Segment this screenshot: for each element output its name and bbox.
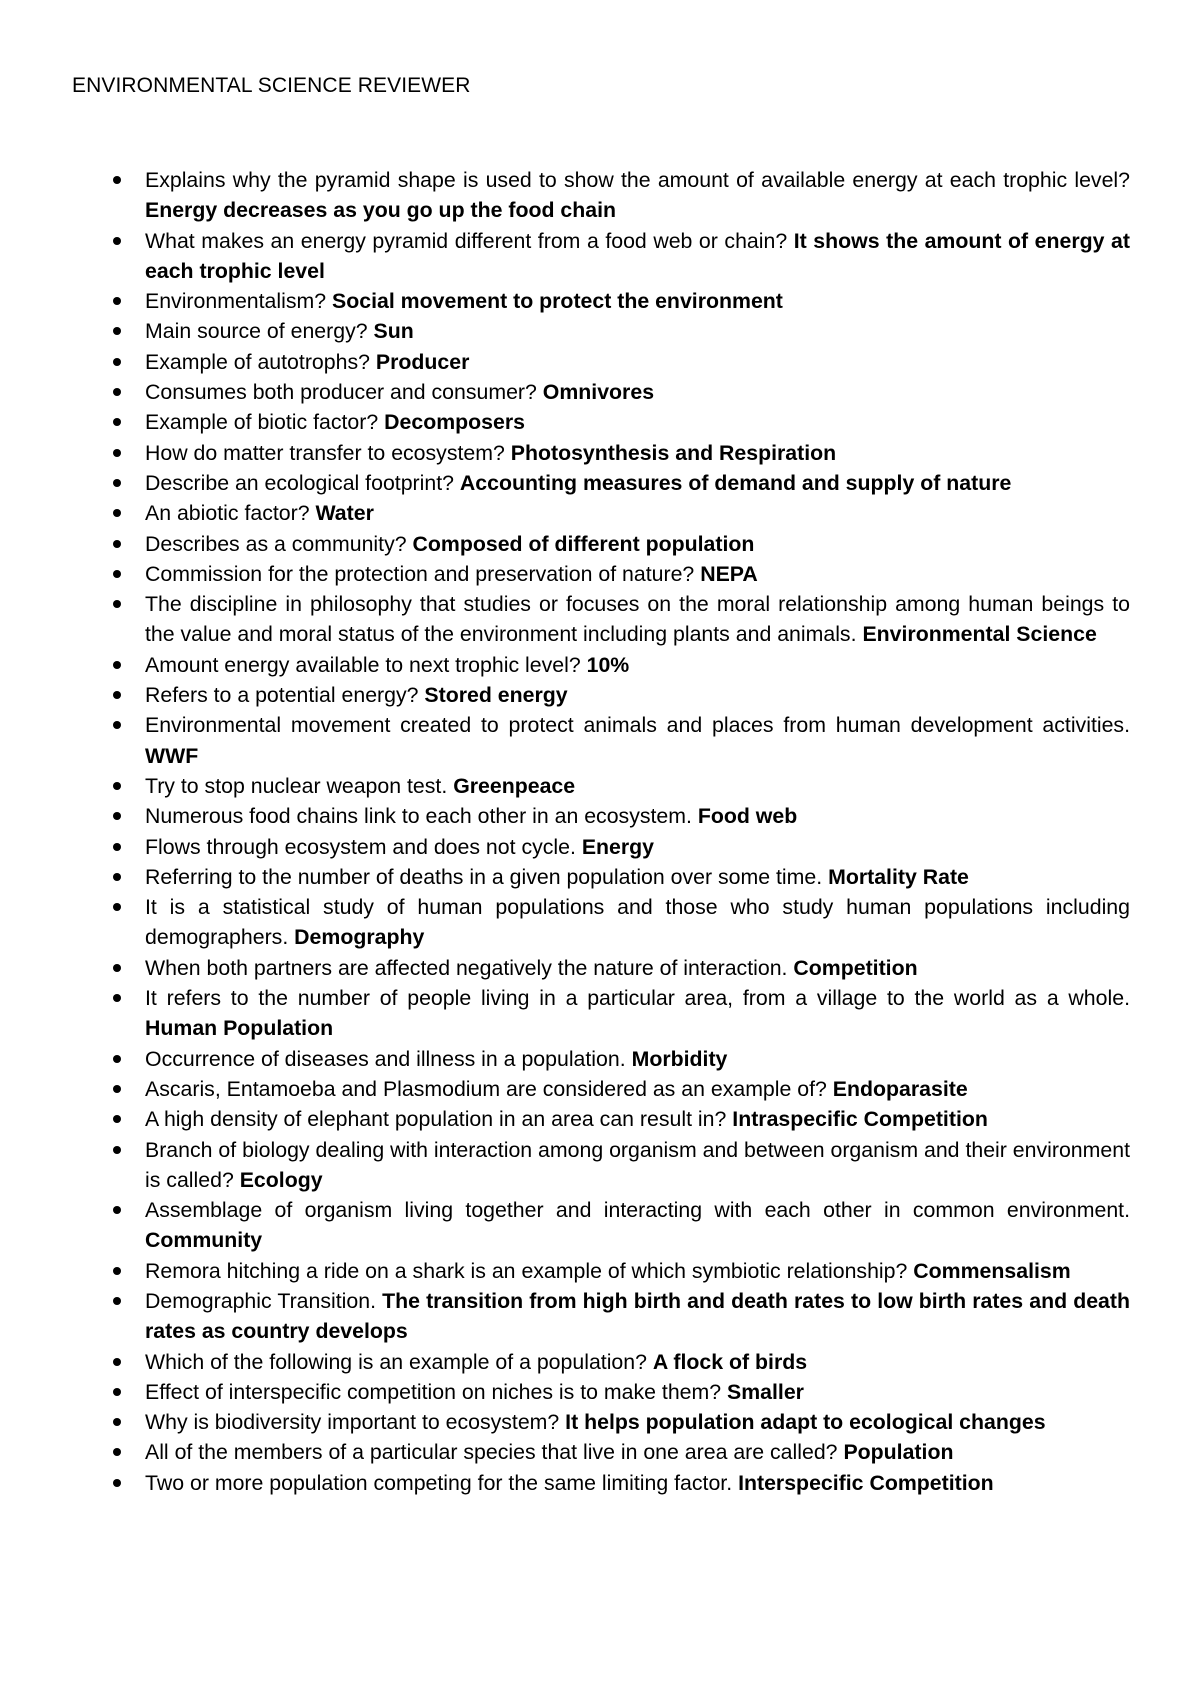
answer-text: Population — [843, 1440, 954, 1465]
question-text: Commission for the protection and preservation of nature? — [145, 561, 695, 586]
question-text: Remora hitching a ride on a shark is an example of which symbiotic relationship? — [145, 1258, 908, 1283]
list-item — [145, 407, 1130, 437]
answer-text: Sun — [373, 319, 414, 344]
list-item — [145, 953, 1130, 983]
list-item — [145, 832, 1130, 862]
list-item — [145, 862, 1130, 892]
list-item — [145, 165, 1130, 226]
list-item — [145, 1074, 1130, 1104]
answer-text: Intraspecific Competition — [732, 1107, 988, 1132]
answer-text: A flock of birds — [652, 1349, 808, 1374]
question-text: Ascaris, Entamoeba and Plasmodium are considered as an example of? — [145, 1076, 827, 1101]
answer-text: Accounting measures of demand and supply of nature — [459, 470, 1012, 495]
list-item — [145, 347, 1130, 377]
answer-text: It helps population adapt to ecological changes — [565, 1410, 1046, 1435]
question-text: Flows through ecosystem and does not cycle. — [145, 834, 576, 859]
answer-text: Environmental Science — [862, 622, 1097, 647]
question-text: Example of biotic factor? — [145, 410, 379, 435]
answer-text: Community — [145, 1228, 263, 1253]
question-text: Main source of energy? — [145, 319, 368, 344]
answer-text: 10% — [586, 652, 630, 677]
list-item — [145, 226, 1130, 287]
answer-text: Interspecific Competition — [738, 1470, 994, 1495]
question-text: Two or more population competing for the same limiting factor. — [145, 1470, 733, 1495]
answer-text: Energy decreases as you go up the food chain — [145, 198, 617, 223]
list-item — [145, 377, 1130, 407]
answer-text: Social movement to protect the environment — [332, 289, 783, 314]
answer-text: Commensalism — [913, 1258, 1071, 1283]
question-text: Which of the following is an example of a population? — [145, 1349, 647, 1374]
list-item — [145, 1437, 1130, 1467]
list-item — [145, 529, 1130, 559]
question-text: Demographic Transition. — [145, 1288, 377, 1313]
list-item — [145, 1256, 1130, 1286]
question-text: When both partners are affected negatively the nature of interaction. — [145, 955, 788, 980]
list-item — [145, 1286, 1130, 1347]
answer-text: Food web — [697, 804, 798, 829]
question-text: Describes as a community? — [145, 531, 407, 556]
question-text: What makes an energy pyramid different from a food web or chain? — [145, 228, 788, 253]
question-text: How do matter transfer to ecosystem? — [145, 440, 505, 465]
answer-text: It shows the amount of energy at each trophic level — [145, 228, 1130, 283]
answer-text: Greenpeace — [453, 773, 576, 798]
list-item — [145, 892, 1130, 953]
answer-text: Mortality Rate — [828, 864, 969, 889]
question-text: Try to stop nuclear weapon test. — [145, 773, 448, 798]
list-item — [145, 710, 1130, 771]
question-text: Referring to the number of deaths in a given population over some time. — [145, 864, 823, 889]
answer-text: Endoparasite — [832, 1076, 968, 1101]
list-item — [145, 1104, 1130, 1134]
answer-text: Composed of different population — [412, 531, 755, 556]
question-text: An abiotic factor? — [145, 501, 310, 526]
question-text: Example of autotrophs? — [145, 349, 370, 374]
document-title: ENVIRONMENTAL SCIENCE REVIEWER — [72, 74, 471, 97]
question-text: It refers to the number of people living in a particular area, from a village to the world as a whole. — [145, 986, 1130, 1011]
list-item — [145, 589, 1130, 650]
question-text: Refers to a potential energy? — [145, 683, 419, 708]
answer-text: Water — [315, 501, 374, 526]
answer-text: Human Population — [145, 1016, 334, 1041]
list-item — [145, 680, 1130, 710]
list-item — [145, 1407, 1130, 1437]
qa-list — [145, 165, 1130, 1498]
answer-text: NEPA — [700, 561, 758, 586]
list-item — [145, 286, 1130, 316]
question-text: Amount energy available to next trophic level? — [145, 652, 581, 677]
question-text: Why is biodiversity important to ecosystem? — [145, 1410, 560, 1435]
answer-text: Smaller — [727, 1379, 804, 1404]
answer-text: The transition from high birth and death rates to low birth rates and death rates as country develops — [145, 1288, 1130, 1344]
answer-text: Photosynthesis and Respiration — [510, 440, 837, 465]
answer-text: Stored energy — [424, 683, 568, 708]
question-text: The discipline in philosophy that studies or focuses on the moral relationship among human beings to the value and moral status of the environment including plants and animals. — [145, 592, 1130, 647]
list-item — [145, 650, 1130, 680]
question-text: Effect of interspecific competition on niches is to make them? — [145, 1379, 722, 1404]
answer-text: Energy — [581, 834, 655, 859]
list-item — [145, 468, 1130, 498]
question-text: It is a statistical study of human populations and those who study human populations including demographers. — [145, 895, 1130, 950]
question-text: Numerous food chains link to each other in an ecosystem. — [145, 804, 692, 829]
list-item — [145, 498, 1130, 528]
question-text: Consumes both producer and consumer? — [145, 380, 537, 405]
question-text: Environmental movement created to protect animals and places from human development activities. — [145, 713, 1130, 738]
list-item — [145, 559, 1130, 589]
question-text: All of the members of a particular species that live in one area are called? — [145, 1440, 838, 1465]
list-item — [145, 1347, 1130, 1377]
answer-text: Competition — [793, 955, 918, 980]
answer-text: Producer — [375, 349, 470, 374]
list-item — [145, 1044, 1130, 1074]
question-text: Assemblage of organism living together and interacting with each other in common environment. — [145, 1198, 1130, 1223]
answer-text: Ecology — [239, 1167, 323, 1192]
list-item — [145, 1377, 1130, 1407]
answer-text: Demography — [294, 925, 425, 950]
answer-text: Omnivores — [542, 380, 655, 405]
question-text: A high density of elephant population in an area can result in? — [145, 1107, 727, 1132]
list-item — [145, 771, 1130, 801]
list-item — [145, 1468, 1130, 1498]
list-item — [145, 316, 1130, 346]
question-text: Environmentalism? — [145, 289, 327, 314]
answer-text: Morbidity — [631, 1046, 728, 1071]
list-item — [145, 1195, 1130, 1256]
list-item — [145, 1135, 1130, 1196]
list-item — [145, 983, 1130, 1044]
question-text: Describe an ecological footprint? — [145, 470, 454, 495]
list-item — [145, 438, 1130, 468]
answer-text: WWF — [145, 743, 199, 768]
list-item — [145, 801, 1130, 831]
question-text: Branch of biology dealing with interaction among organism and between organism and their environment is called? — [145, 1137, 1130, 1192]
question-text: Occurrence of diseases and illness in a population. — [145, 1046, 626, 1071]
answer-text: Decomposers — [384, 410, 525, 435]
question-text: Explains why the pyramid shape is used to show the amount of available energy at each trophic level? — [145, 168, 1130, 192]
